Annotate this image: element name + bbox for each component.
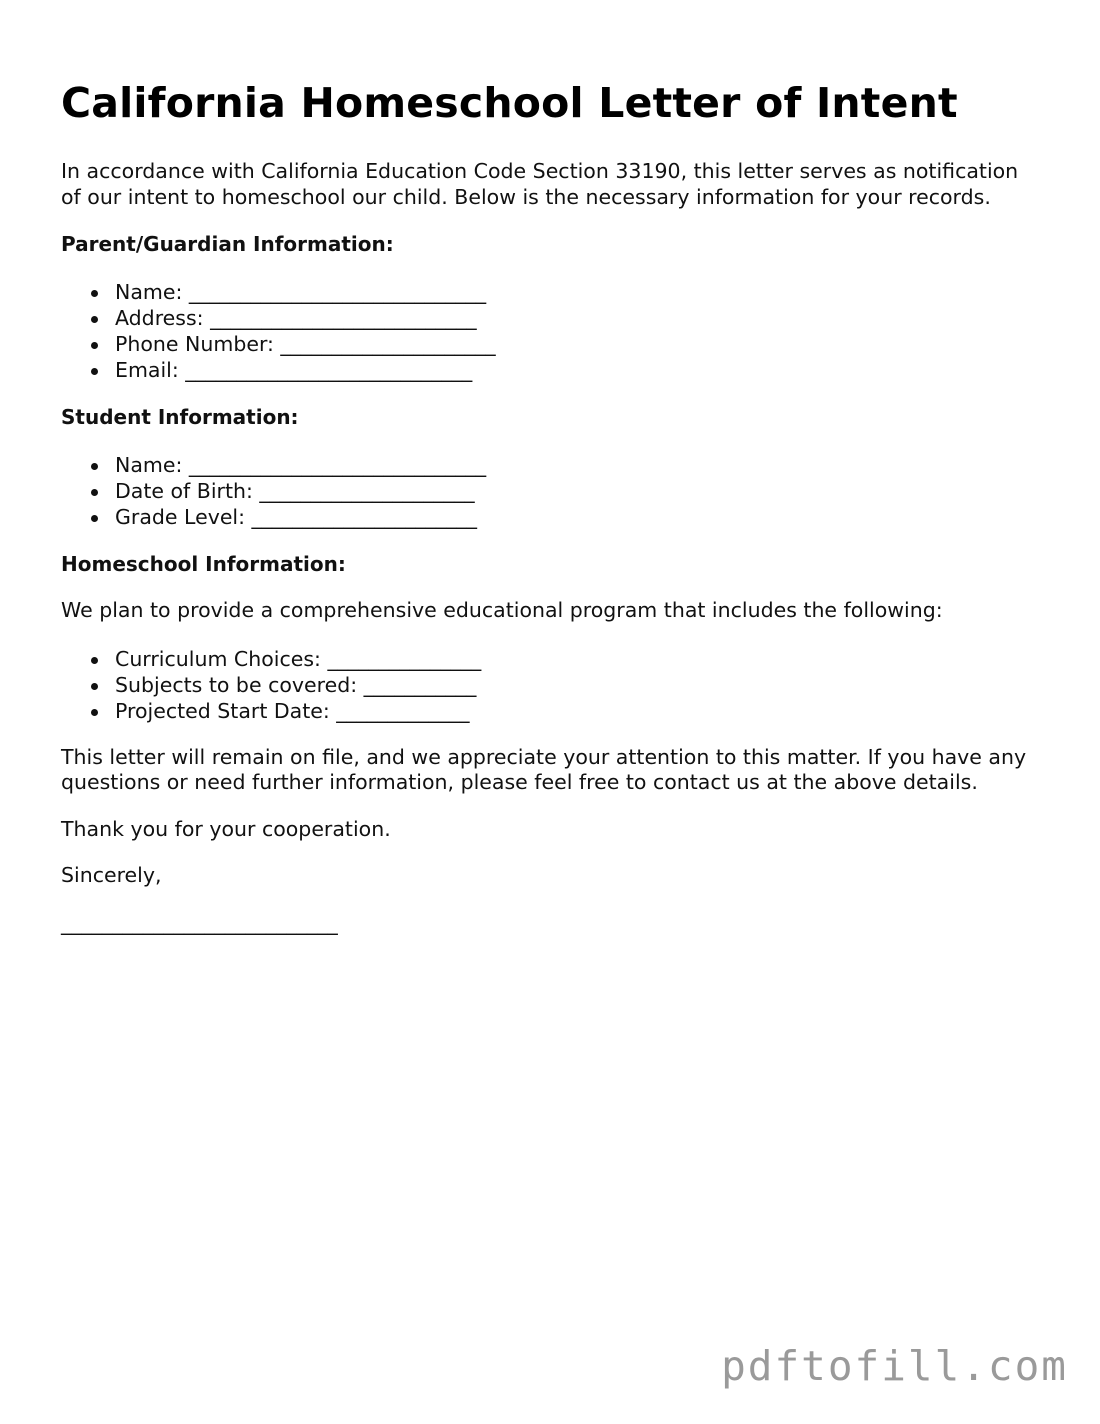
student-section-heading: Student Information:: [61, 405, 299, 429]
parent-info-list: [61, 279, 1041, 383]
closing-paragraph: This letter will remain on file, and we appreciate your attention to this matter. If you have any questions or need further information, please feel free to contact us at the above details.: [61, 744, 1027, 794]
parent-name-field[interactable]: Name: _____________________________: [115, 279, 1041, 305]
intro-paragraph: In accordance with California Education Code Section 33190, this letter serves as notification of our intent to homeschool our child. Below is the necessary information for your records.: [61, 159, 1019, 209]
student-info-list: [61, 452, 1041, 530]
homeschool-description: We plan to provide a comprehensive educational program that includes the following:: [61, 598, 943, 622]
student-grade-field[interactable]: Grade Level: ______________________: [115, 504, 1041, 530]
student-name-field[interactable]: Name: _____________________________: [115, 452, 1041, 478]
homeschool-info-list: [61, 646, 1041, 724]
curriculum-choices-field[interactable]: Curriculum Choices: _______________: [115, 646, 1041, 672]
parent-phone-field[interactable]: Phone Number: _____________________: [115, 331, 1041, 357]
subjects-field[interactable]: Subjects to be covered: ___________: [115, 672, 1041, 698]
parent-email-field[interactable]: Email: ____________________________: [115, 357, 1041, 383]
document-title: California Homeschool Letter of Intent: [61, 79, 958, 127]
parent-address-field[interactable]: Address: __________________________: [115, 305, 1041, 331]
sign-off: Sincerely,: [61, 863, 162, 887]
parent-section-heading: Parent/Guardian Information:: [61, 232, 394, 256]
watermark-logo: pdftofill.com: [721, 1342, 1068, 1390]
homeschool-section-heading: Homeschool Information:: [61, 552, 346, 576]
letter-page: [61, 78, 1041, 936]
signature-field[interactable]: ___________________________: [61, 910, 338, 935]
student-dob-field[interactable]: Date of Birth: _____________________: [115, 478, 1041, 504]
thanks-line: Thank you for your cooperation.: [61, 816, 391, 841]
start-date-field[interactable]: Projected Start Date: _____________: [115, 698, 1041, 724]
